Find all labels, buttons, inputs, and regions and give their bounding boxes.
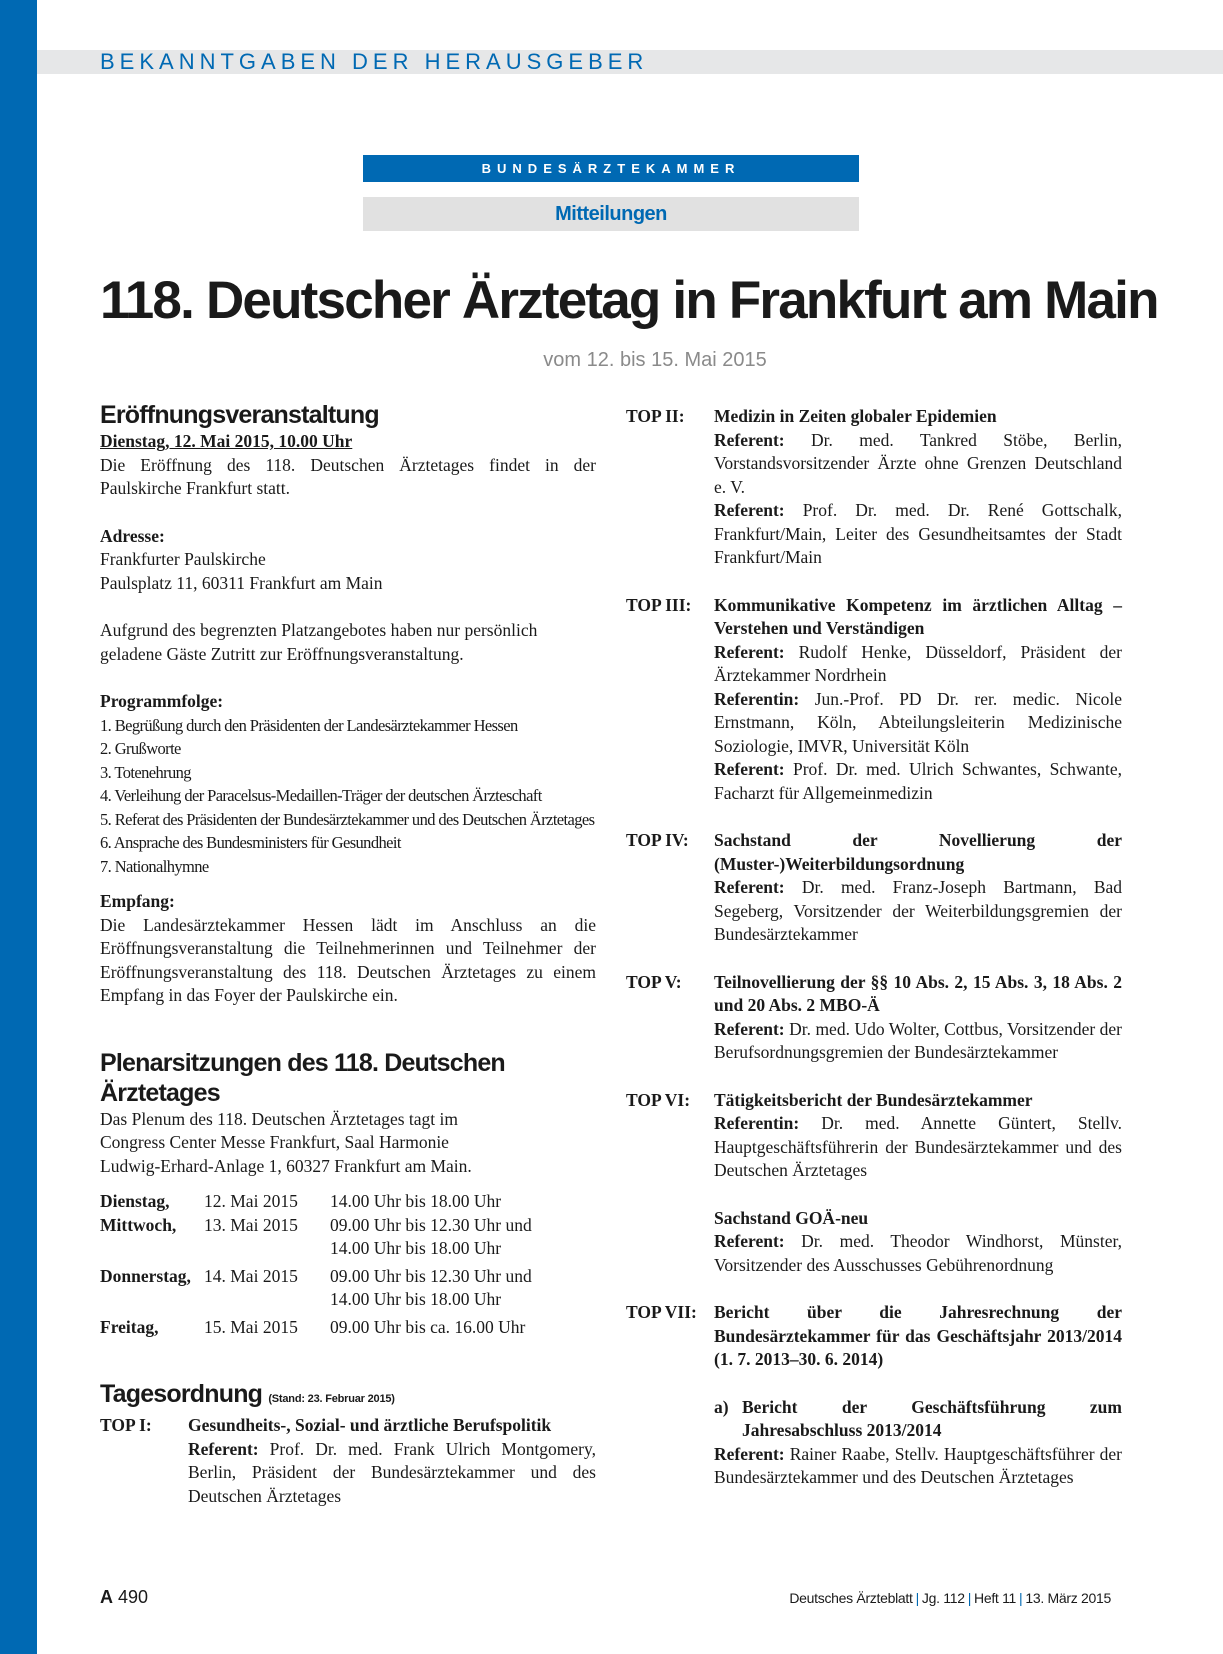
speaker-text: Dr. med. Franz-Joseph Bartmann, Bad Segeberg, Vorsitzender der Weiterbildungsgremien der Bundesärztekammer xyxy=(714,877,1123,944)
speaker-label: Referent: xyxy=(714,1443,785,1464)
opening-intro: Die Eröffnung des 118. Deutschen Ärztetages findet in der Paulskirche Frankfurt statt. xyxy=(100,454,596,498)
type-banner: Mitteilungen xyxy=(363,197,859,231)
speaker-text: Jun.-Prof. PD Dr. rer. medic. Nicole Ernstmann, Köln, Abteilungsleiterin Medizinische Soziologie, IMVR, Universität Köln xyxy=(714,688,1122,756)
speaker-text: Dr. med. Tankred Stöbe, Berlin, Vorstandsvorsitzender Ärzte ohne Grenzen Deutschland e. V. xyxy=(714,429,1123,497)
top-title: Bericht über die Jahresrechnung der Bundesärztekammer für das Geschäftsjahr 2013/2014 (1. 7. 2013–30. 6. 2014) xyxy=(714,1302,1122,1369)
schedule-time-line: 14.00 Uhr bis 18.00 Uhr xyxy=(330,1289,502,1309)
schedule-row xyxy=(100,1261,532,1312)
left-column xyxy=(100,400,596,1508)
limited-access-note: Aufgrund des begrenzten Platzangebotes haben nur persönlich geladene Gäste Zutritt zur Eröffnungsveranstaltung. xyxy=(100,620,538,664)
address-line2: Paulsplatz 11, 60311 Frankfurt am Main xyxy=(100,572,383,593)
schedule-date: 15. Mai 2015 xyxy=(204,1316,298,1337)
page-title: 118. Deutscher Ärztetag in Frankfurt am Main xyxy=(100,271,1158,330)
schedule-day: Donnerstag, xyxy=(100,1265,191,1286)
top-title: Kommunikative Kompetenz im ärztlichen Alltag – Verstehen und Verständigen xyxy=(714,594,1122,638)
right-column xyxy=(626,405,1122,1490)
agenda-item-top2 xyxy=(626,405,1122,570)
plenary-line2: Congress Center Messe Frankfurt, Saal Harmonie xyxy=(100,1132,449,1152)
speaker-text: Rudolf Henke, Düsseldorf, Präsident der Ärztekammer Nordrhein xyxy=(714,641,1122,685)
speaker-label: Referent: xyxy=(714,1018,785,1039)
page-prefix: A xyxy=(100,1587,113,1607)
speaker-text: Prof. Dr. med. Frank Ulrich Montgomery, Berlin, Präsident der Bundesärztekammer und des Deutschen Ärztetages xyxy=(188,1438,597,1506)
program-label: Programmfolge: xyxy=(100,691,224,711)
section-header: BEKANNTGABEN DER HERAUSGEBER xyxy=(100,49,649,74)
speaker-text: Dr. med. Annette Güntert, Stellv. Hauptgeschäftsführerin der Bundesärztekammer und des Deutschen Ärztetages xyxy=(714,1113,1122,1180)
top-label: TOP V: xyxy=(626,971,682,992)
speaker-label: Referent: xyxy=(714,1231,785,1251)
top-label: TOP III: xyxy=(626,594,692,615)
journal-footer: Deutsches Ärzteblatt | Jg. 112 | Heft 11 | 13. März 2015 xyxy=(789,1590,1111,1606)
top-title: Tätigkeitsbericht der Bundesärztekammer xyxy=(714,1089,1033,1110)
address-label: Adresse: xyxy=(100,525,165,546)
opening-date: Dienstag, 12. Mai 2015, 10.00 Uhr xyxy=(100,431,353,451)
speaker-text: Dr. med. Udo Wolter, Cottbus, Vorsitzender der Berufsordnungsgremien der Bundesärztekammer xyxy=(714,1018,1123,1062)
agenda-item-top5 xyxy=(626,971,1122,1065)
sub-item-key: a) xyxy=(714,1396,729,1417)
org-banner: BUNDESÄRZTEKAMMER xyxy=(363,155,859,182)
speaker-label: Referent: xyxy=(714,429,785,450)
agenda-note: (Stand: 23. Februar 2015) xyxy=(268,1393,395,1405)
schedule-date: 12. Mai 2015 xyxy=(204,1191,298,1211)
speaker-label: Referent: xyxy=(714,500,785,520)
sub-title: Sachstand GOÄ-neu xyxy=(714,1207,869,1228)
address-line1: Frankfurter Paulskirche xyxy=(100,549,266,569)
speaker-label: Referent: xyxy=(188,1438,259,1459)
top-title: Sachstand der Novellierung der (Muster-)Weiterbildungsordnung xyxy=(714,830,1122,874)
schedule-time-line: 14.00 Uhr bis 18.00 Uhr xyxy=(330,1238,502,1258)
program-item: 5. Referat des Präsidenten der Bundesärztekammer und des Deutschen Ärztetages xyxy=(100,809,595,829)
schedule-day: Freitag, xyxy=(100,1316,159,1337)
schedule-row xyxy=(100,1190,532,1214)
schedule-day: Mittwoch, xyxy=(100,1214,177,1235)
speaker-text: Dr. med. Theodor Windhorst, Münster, Vorsitzender des Ausschusses Gebührenordnung xyxy=(714,1231,1122,1275)
agenda-item-top1 xyxy=(100,1414,596,1508)
top-label: TOP VII: xyxy=(626,1302,697,1322)
schedule-time-line: 09.00 Uhr bis 12.30 Uhr und xyxy=(330,1265,532,1286)
program-item: 3. Totenehrung xyxy=(100,762,191,782)
sub-item-a xyxy=(714,1396,1122,1443)
speaker-label: Referent: xyxy=(714,877,785,897)
speaker-text: Prof. Dr. med. Dr. René Gottschalk, Frankfurt/Main, Leiter des Gesundheitsamtes der Stadt Frankfurt/Main xyxy=(714,500,1122,567)
agenda-item-top3 xyxy=(626,594,1122,806)
top-label: TOP I: xyxy=(100,1415,152,1435)
agenda-title: Tagesordnung xyxy=(100,1380,263,1408)
agenda-heading xyxy=(100,1379,596,1414)
program-item: 2. Grußworte xyxy=(100,739,181,758)
opening-heading: Eröffnungsveranstaltung xyxy=(100,401,379,429)
top-label: TOP VI: xyxy=(626,1089,691,1110)
program-item: 6. Ansprache des Bundesministers für Gesundheit xyxy=(100,833,401,852)
page-number-value: 490 xyxy=(118,1587,149,1607)
sub-item-title: Bericht der Geschäftsführung zum Jahresabschluss 2013/2014 xyxy=(742,1396,1122,1440)
page-number xyxy=(100,1585,148,1609)
program-item: 4. Verleihung der Paracelsus-Medaillen-Träger der deutschen Ärzteschaft xyxy=(100,786,542,805)
speaker-text: Rainer Raabe, Stellv. Hauptgeschäftsführer der Bundesärztekammer und des Deutschen Ärztetages xyxy=(714,1443,1123,1487)
agenda-item-top4 xyxy=(626,829,1122,947)
reception-text: Die Landesärztekammer Hessen lädt im Anschluss an die Eröffnungsveranstaltung die Teilnehmerinnen und Teilnehmer der Eröffnungsveranstaltung des 118. Deutschen Ärztetages zu einem Empfang in das Foyer der Paulskirche ein. xyxy=(100,914,596,1005)
speaker-label: Referent: xyxy=(714,759,785,779)
plenary-schedule xyxy=(100,1190,532,1339)
reception-label: Empfang: xyxy=(100,891,175,911)
plenary-line3: Ludwig-Erhard-Anlage 1, 60327 Frankfurt am Main. xyxy=(100,1155,472,1176)
schedule-row xyxy=(100,1214,532,1261)
program-list xyxy=(100,714,596,879)
top-title: Gesundheits-, Sozial- und ärztliche Berufspolitik xyxy=(188,1415,552,1435)
left-sidebar-bar xyxy=(0,0,37,1654)
plenary-line1: Das Plenum des 118. Deutschen Ärztetages tagt im xyxy=(100,1108,459,1129)
schedule-time xyxy=(330,1261,532,1312)
schedule-row xyxy=(100,1312,532,1340)
schedule-time xyxy=(330,1214,532,1261)
agenda-item-top7 xyxy=(626,1301,1122,1490)
top-label: TOP II: xyxy=(626,406,685,426)
schedule-time: 14.00 Uhr bis 18.00 Uhr xyxy=(330,1191,502,1211)
schedule-day: Dienstag, xyxy=(100,1191,170,1211)
speaker-label: Referentin: xyxy=(714,1113,800,1133)
top-title: Medizin in Zeiten globaler Epidemien xyxy=(714,406,997,426)
schedule-date: 13. Mai 2015 xyxy=(204,1214,298,1235)
journal-name: Deutsches Ärzteblatt xyxy=(789,1590,913,1606)
speaker-text: Prof. Dr. med. Ulrich Schwantes, Schwante, Facharzt für Allgemeinmedizin xyxy=(714,759,1122,803)
program-item: 7. Nationalhymne xyxy=(100,856,209,876)
schedule-time-line: 09.00 Uhr bis 12.30 Uhr und xyxy=(330,1214,532,1235)
journal-issue: Heft 11 xyxy=(974,1590,1017,1606)
program-item: 1. Begrüßung durch den Präsidenten der Landesärztekammer Hessen xyxy=(100,715,518,735)
top-label: TOP IV: xyxy=(626,830,689,850)
top-title: Teilnovellierung der §§ 10 Abs. 2, 15 Abs. 3, 18 Abs. 2 und 20 Abs. 2 MBO-Ä xyxy=(714,971,1122,1015)
speaker-label: Referent: xyxy=(714,641,785,662)
speaker-label: Referentin: xyxy=(714,688,800,709)
schedule-date: 14. Mai 2015 xyxy=(204,1265,298,1286)
agenda-item-top6 xyxy=(626,1089,1122,1278)
journal-date: 13. März 2015 xyxy=(1025,1590,1111,1606)
journal-volume: Jg. 112 xyxy=(921,1590,965,1606)
schedule-time: 09.00 Uhr bis ca. 16.00 Uhr xyxy=(330,1316,526,1337)
plenary-heading: Plenarsitzungen des 118. Deutschen Ärztetages xyxy=(100,1048,505,1107)
page-subtitle: vom 12. bis 15. Mai 2015 xyxy=(543,349,767,371)
